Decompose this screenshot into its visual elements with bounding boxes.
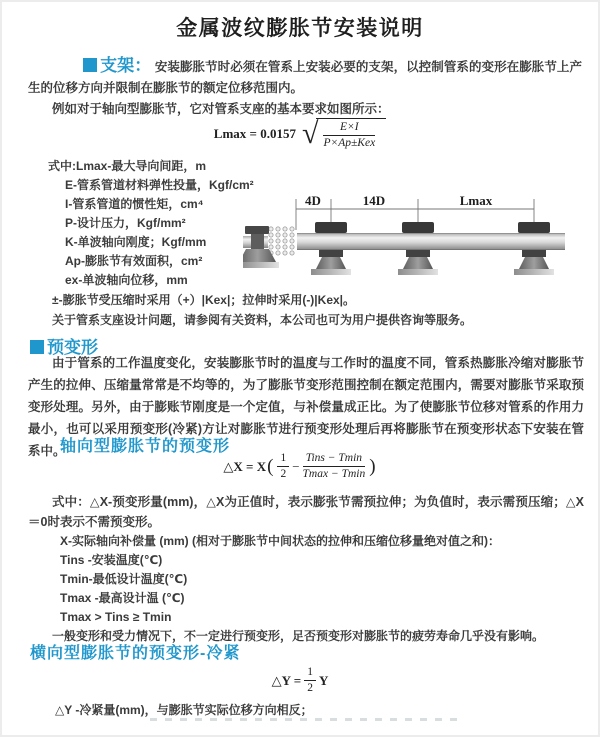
half-numerator: 1 <box>277 452 289 467</box>
formula-dx-close-paren: ) <box>369 455 376 477</box>
definition-line: E-管系管道材料弹性投量，Kgf/cm² <box>65 178 254 192</box>
lateral-subheading: 横向型膨胀节的预变形-冷紧 <box>30 645 241 662</box>
section-support-heading <box>83 56 151 75</box>
half-denominator: 2 <box>307 682 313 695</box>
radical-sign: √ <box>301 117 319 151</box>
half-denominator: 2 <box>280 468 287 481</box>
support-plusminus-line: ±-膨胀节受压缩时采用（+）|Kex|；拉伸时采用(-)|Kex|。 <box>52 293 356 307</box>
formula-dx-numerator: Tins − Tmin <box>303 452 366 467</box>
cutoff-text-sliver <box>150 718 460 721</box>
formula-dy-rhs: Y <box>318 672 329 688</box>
formula-dx-denominator: Tmax − Tmin <box>302 468 366 481</box>
definition-line: 式中:Lmax-最大导向间距，m <box>48 159 207 173</box>
support-consult-line: 关于管系支座设计问题，请参阅有关资料，本公司也可为用户提供咨询等服务。 <box>52 313 473 327</box>
support-spacing-diagram <box>243 192 595 292</box>
axial-parameter-list <box>60 532 500 627</box>
formula-dy-half <box>304 666 316 695</box>
section-predeform-heading-label: 预变形 <box>47 338 98 357</box>
definition-line: I-管系管道的惯性矩，cm⁴ <box>65 197 204 211</box>
definition-line: Ap-膨胀节有效面积，cm² <box>65 254 203 268</box>
pipe <box>297 233 565 250</box>
formula-dy-lhs: △Y = <box>271 672 302 688</box>
formula-delta-x <box>0 452 600 481</box>
formula-lmax-lhs: Lmax = 0.0157 <box>213 126 296 142</box>
support-definitions <box>48 157 254 290</box>
section-square-icon <box>83 58 97 72</box>
formula-dx-minus: − <box>292 458 300 474</box>
parameter-line: Tmax > Tins ≥ Tmin <box>60 610 172 624</box>
parameter-line: X-实际轴向补偿量 (mm) (相对于膨胀节中间状态的拉伸和压缩位移量绝对值之和)： <box>60 534 500 548</box>
axial-general-note: 一般变形和受力情况下，不一定进行预变形，足否预变形对膨胀节的疲劳寿命几乎没有影响。 <box>52 629 545 643</box>
formula-lmax-denominator: P×Ap±Kex <box>323 137 376 150</box>
axial-subheading: 轴向型膨胀节的预变形 <box>60 438 231 455</box>
formula-dx-open-paren: ( <box>267 455 274 477</box>
formula-lmax-numerator: E×I <box>323 121 375 136</box>
definition-line: ex-单波轴向位移，mm <box>65 273 188 287</box>
dim-label-4d: 4D <box>305 193 321 208</box>
definition-line: K-单波轴向刚度；Kgf/mm <box>65 235 207 249</box>
predeform-paragraph: 由于管系的工作温度变化，安装膨胀节时的温度与工作时的温度不同，管系热膨胀冷缩对膨胀节产生的拉伸、压缩量常常是不均等的，为了膨胀节变形范围控制在额定范围内，需要对膨胀节采取预变形处理。另外，由于膨账节刚度是一个定值，与补偿量成正比。为了使膨胀节位移对管系的作用力最小，也可以采用预变形(冷紧)方让对膨胀节进行预变形处理后再将膨胀节在预变形状态下安装在管系中。 <box>28 356 584 458</box>
axial-formula-note: 式中：△X-预变形量(mm)，△X为正值时，表示膨张节需预拉伸；为负值时，表示需预压缩；△X＝0时表示不需预变形。 <box>28 495 584 529</box>
dim-label-lmax: Lmax <box>459 193 493 208</box>
formula-lmax-fraction <box>323 121 375 150</box>
parameter-line: Tmin-最低设计温度(℃) <box>60 572 188 586</box>
formula-lmax <box>0 118 600 150</box>
formula-delta-y <box>0 666 600 695</box>
lateral-note: △Y -冷紧量(mm)，与膨胀节实际位移方向相反； <box>55 703 313 717</box>
support-intro-text: 安装膨胀节时必须在管系上安装必要的支架，以控制管系的变形在膨胀节上产生的位移方向并限制在膨胀节的额定位移范围内。 <box>28 60 582 95</box>
page-title: 金属波纹膨胀节安装说明 <box>176 17 424 40</box>
support-example-line: 例如对于轴向型膨胀节，它对管系支座的基本要求如图所示： <box>52 102 390 116</box>
formula-lmax-radicand <box>316 118 386 150</box>
formula-dx-half <box>277 452 289 481</box>
formula-dx-lhs: △X = X <box>223 458 267 474</box>
formula-dx-temp-fraction <box>303 452 366 481</box>
section-support-heading-label: 支架： <box>100 56 152 75</box>
parameter-line: Tins -安装温度(℃) <box>60 553 163 567</box>
dim-label-14d: 14D <box>362 193 386 208</box>
definition-line: P-设计压力，Kgf/mm² <box>65 216 186 230</box>
half-numerator: 1 <box>304 666 316 681</box>
parameter-line: Tmax -最高设计温 (℃) <box>60 591 185 605</box>
bellows-icon <box>269 227 294 255</box>
support-intro-paragraph <box>28 55 582 99</box>
